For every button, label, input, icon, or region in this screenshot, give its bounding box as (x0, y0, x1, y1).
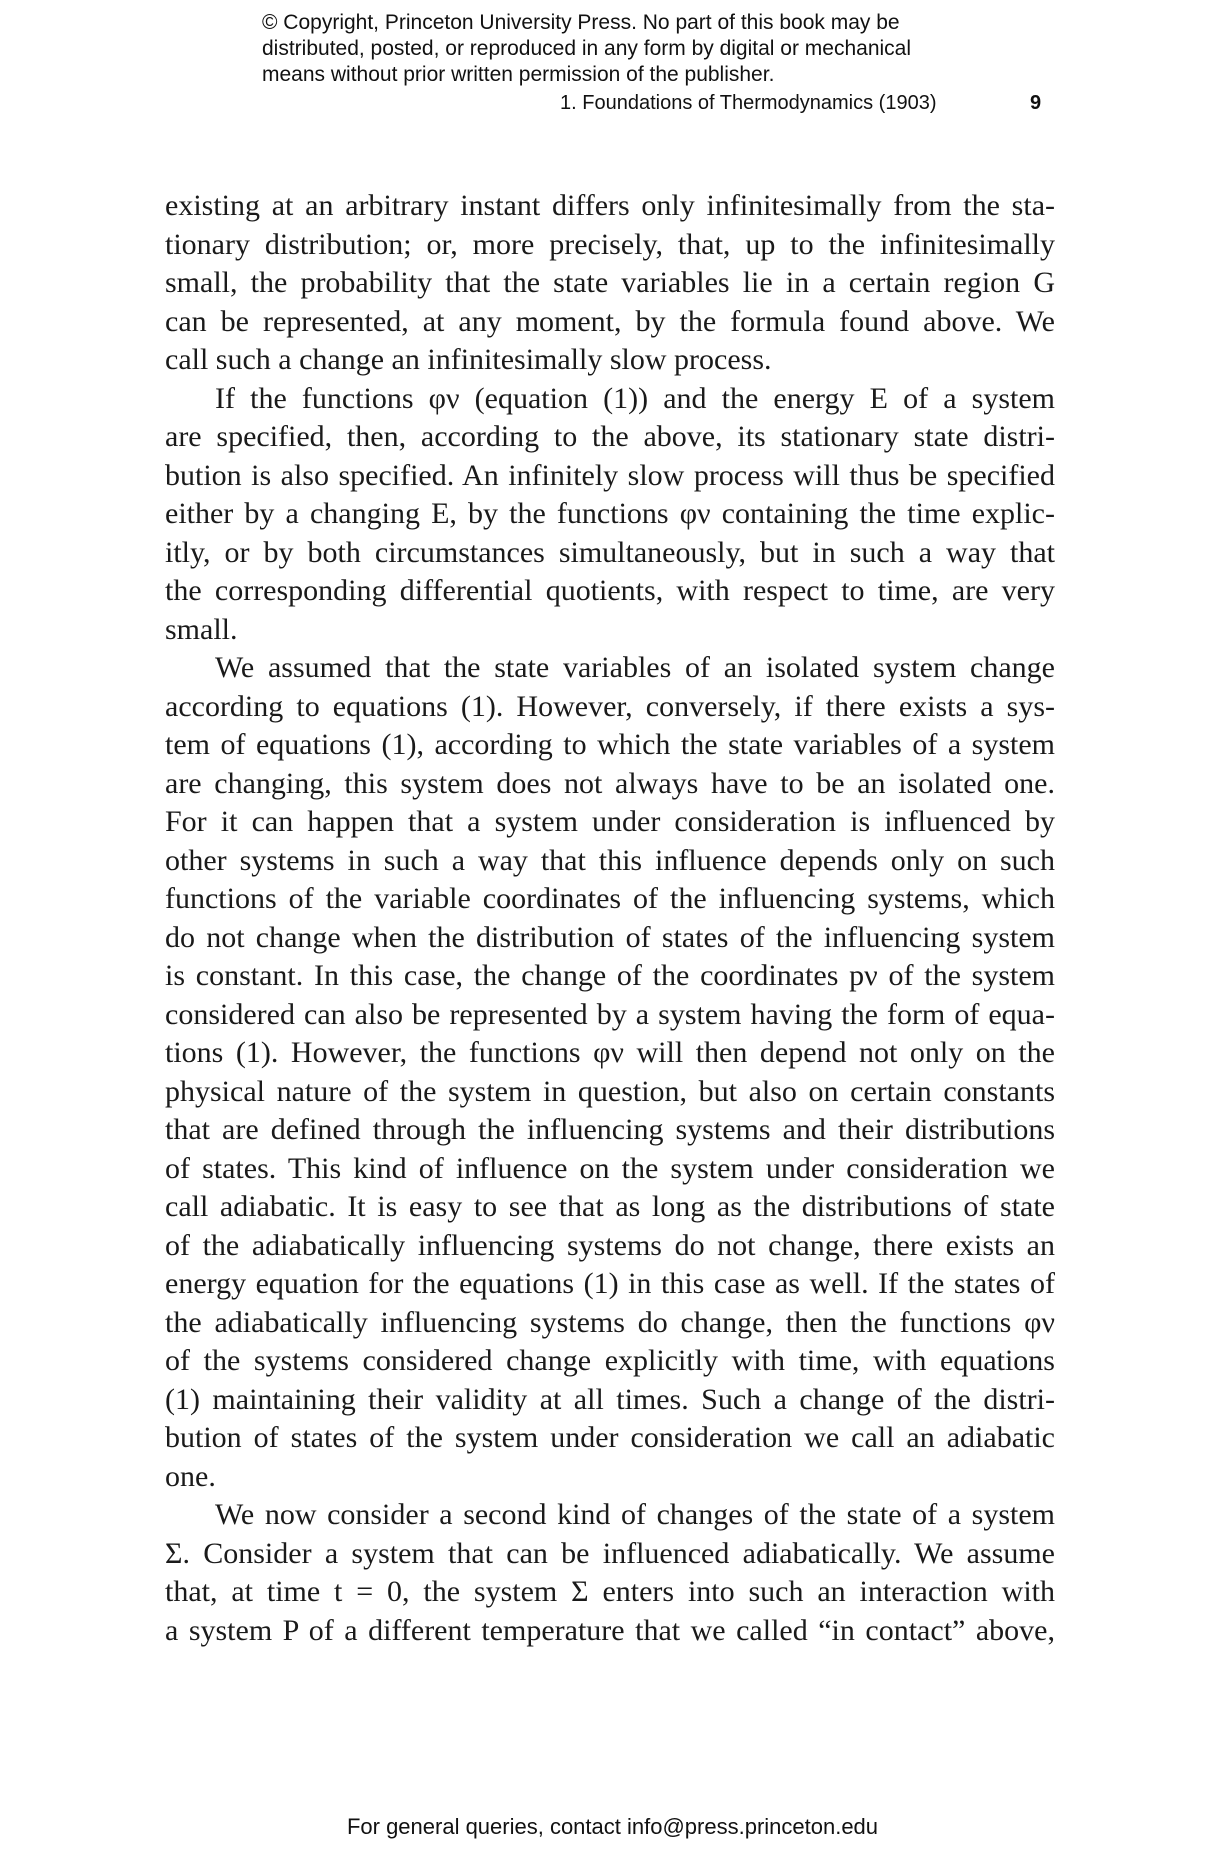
text-line: We assumed that the state variables of an isolated system change (215, 651, 1055, 684)
text-line: the corresponding differential quotients, with respect to time, are very (165, 574, 1055, 607)
text-line: existing at an arbitrary instant differs only infinitesimally from the sta- (165, 189, 1055, 222)
text-line: (1) maintaining their validity at all times. Such a change of the distri- (165, 1382, 1055, 1416)
copyright-notice (262, 10, 1022, 88)
text-line: call such a change an infinitesimally slow process. (165, 343, 772, 376)
text-line: can be represented, at any moment, by the formula found above. We (165, 304, 1055, 338)
text-line: We now consider a second kind of changes of the state of a system (215, 1498, 1055, 1531)
copyright-line: means without prior written permission of the publisher. (262, 63, 775, 86)
text-line: is constant. In this case, the change of the coordinates pν of the system (165, 959, 1055, 992)
text-line: If the functions φν (equation (1)) and the energy E of a system (215, 381, 1055, 415)
body-text (165, 187, 1055, 1650)
text-line: functions of the variable coordinates of the influencing systems, which (165, 882, 1055, 915)
text-line: tem of equations (1), according to which the state variables of a system (165, 728, 1055, 761)
copyright-line: distributed, posted, or reproduced in any form by digital or mechanical (262, 37, 912, 60)
text-line: other systems in such a way that this influence depends only on such (165, 843, 1055, 877)
text-line: are specified, then, according to the above, its stationary state distri- (165, 420, 1055, 453)
text-line: that are defined through the influencing systems and their distributions (165, 1113, 1055, 1146)
text-line: according to equations (1). However, conversely, if there exists a sys- (165, 689, 1055, 723)
footer-contact: For general queries, contact info@press.princeton.edu (346, 1814, 879, 1839)
text-line: the adiabatically influencing systems do change, then the functions φν (165, 1305, 1055, 1339)
text-line: do not change when the distribution of states of the influencing system (165, 920, 1055, 954)
text-line: energy equation for the equations (1) in this case as well. If the states of (165, 1267, 1055, 1300)
text-line: tions (1). However, the functions φν will then depend not only on the (165, 1036, 1055, 1069)
text-line: either by a changing E, by the functions φν containing the time explic- (165, 497, 1055, 530)
text-line: itly, or by both circumstances simultaneously, but in such a way that (165, 535, 1055, 569)
text-line: tionary distribution; or, more precisely, that, up to the infinitesimally (165, 227, 1055, 261)
text-line: Σ. Consider a system that can be influenced adiabatically. We assume (165, 1536, 1055, 1570)
chapter-title: 1. Foundations of Thermodynamics (1903) (560, 92, 937, 114)
text-line: physical nature of the system in question, but also on certain constants (165, 1074, 1055, 1108)
text-line: bution of states of the system under consideration we call an adiabatic (165, 1421, 1055, 1454)
text-line: For it can happen that a system under consideration is influenced by (165, 805, 1055, 838)
text-line: of the systems considered change explicitly with time, with equations (165, 1344, 1055, 1377)
text-line: bution is also specified. An infinitely slow process will thus be specified (165, 458, 1055, 492)
page-number: 9 (1030, 92, 1042, 114)
text-line: small. (165, 612, 238, 646)
text-line: of states. This kind of influence on the system under consideration we (165, 1151, 1055, 1185)
text-line: one. (165, 1459, 216, 1493)
running-head (560, 92, 1060, 115)
copyright-line: © Copyright, Princeton University Press. No part of this book may be (262, 11, 900, 34)
text-line: a system P of a different temperature that we called “in contact” above, (165, 1613, 1055, 1647)
text-line: are changing, this system does not always have to be an isolated one. (165, 766, 1055, 800)
text-line: call adiabatic. It is easy to see that as long as the distributions of state (165, 1190, 1055, 1223)
text-line: of the adiabatically influencing systems do not change, there exists an (165, 1228, 1055, 1262)
text-line: small, the probability that the state variables lie in a certain region G (165, 266, 1055, 299)
text-line: that, at time t = 0, the system Σ enters into such an interaction with (165, 1575, 1055, 1608)
text-line: considered can also be represented by a system having the form of equa- (165, 997, 1055, 1031)
